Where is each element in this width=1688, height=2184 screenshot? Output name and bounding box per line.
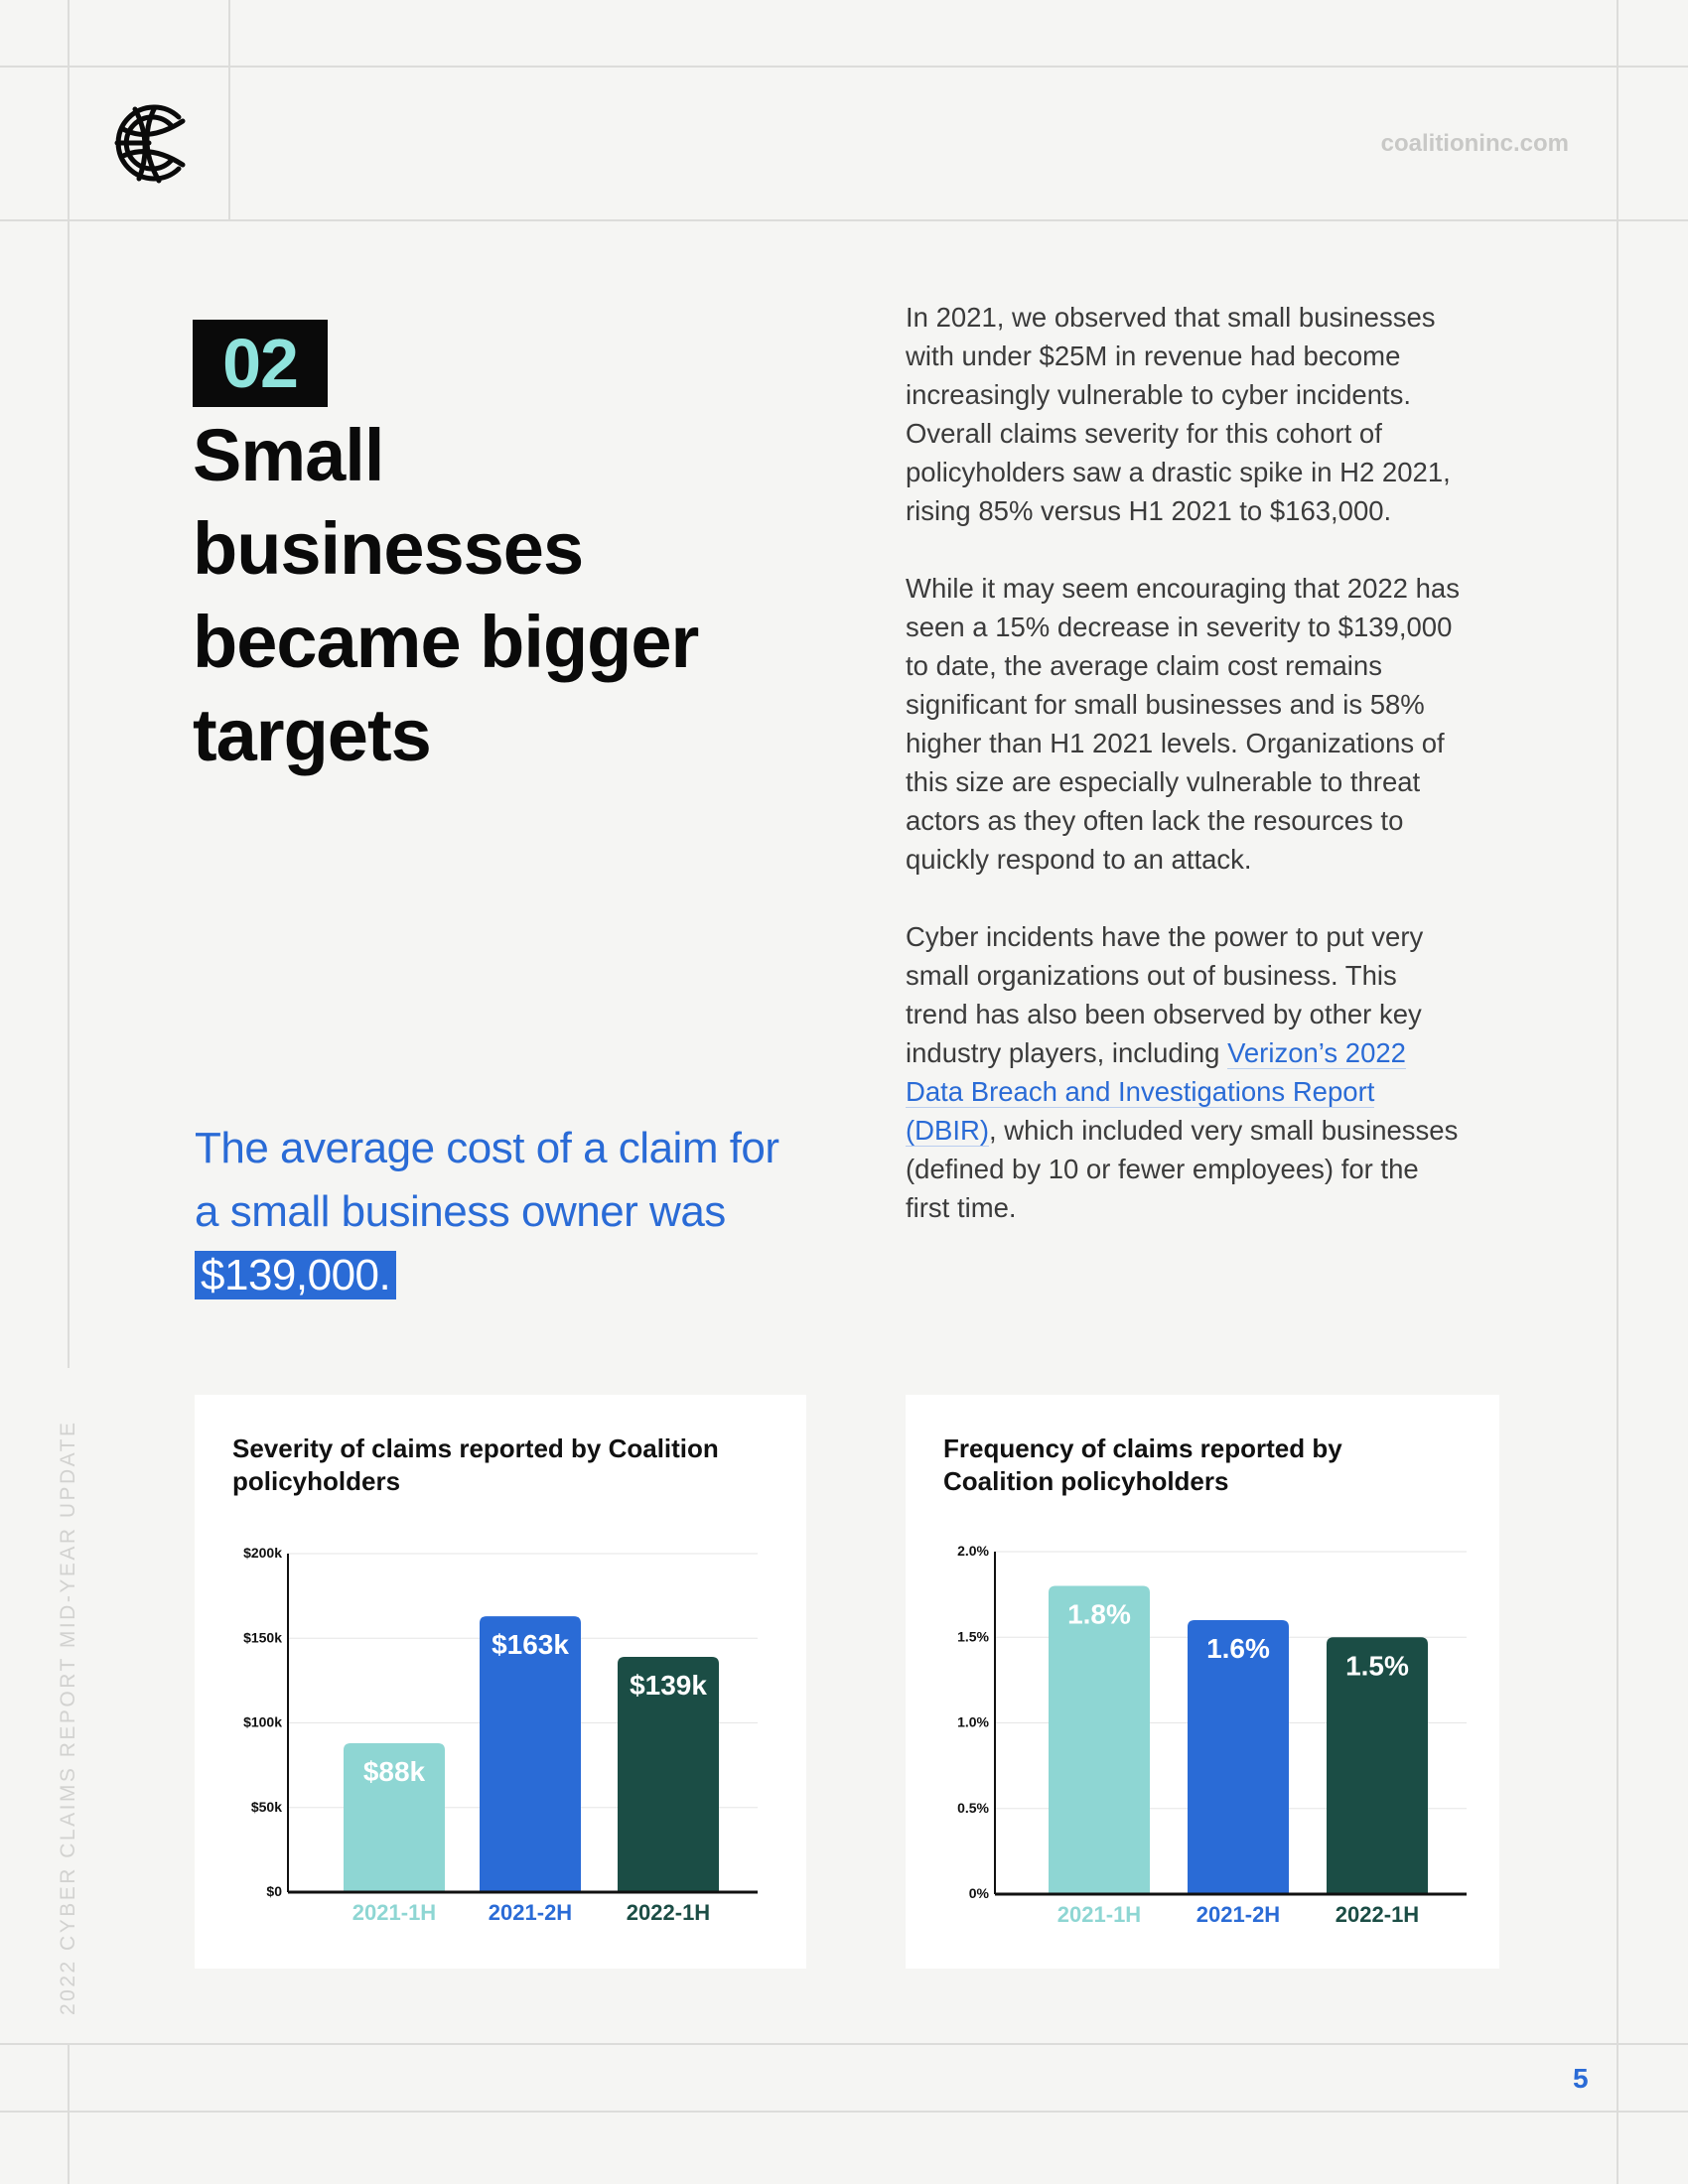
x-tick-label: 2021-1H [352,1900,437,1925]
x-tick-label: 2021-2H [1196,1902,1281,1927]
x-tick-label: 2022-1H [626,1900,711,1925]
bar-value-label: 1.5% [1345,1650,1409,1682]
body-paragraph-2: While it may seem encouraging that 2022 has seen a 15% decrease in severity to $139,000 to date, the average claim cost remains significant for small businesses and is 58% higher than H1 2021 levels. Organizations of this size are especially vulnerable to threat actors as they often lack the resources to quickly respond to an attack. [906,573,1460,875]
bar-value-label: $88k [362,1755,426,1787]
callout-text: The average cost of a claim for a small business owner was [195,1124,779,1236]
body-paragraph-1: In 2021, we observed that small businesses with under $25M in revenue had become increasingly vulnerable to cyber incidents. Overall claims severity for this cohort of policyholders saw a drastic spike in H2 2021, rising 85% versus H1 2021 to $163,000. [906,302,1451,526]
y-tick-label: 1.5% [957,1628,989,1645]
bar-value-label: 1.8% [1067,1598,1131,1630]
grid-line [1617,0,1618,2184]
coalition-logo-icon[interactable] [109,99,191,187]
bar-value-label: $163k [492,1629,569,1661]
grid-line [68,0,70,1368]
verizon-dbir-link[interactable]: Verizon’s 2022 Data Breach and Investigations Report (DBIR) [906,1037,1406,1146]
grid-line [0,66,1688,68]
bar-2021-1H [1049,1586,1150,1895]
callout-quote [195,1117,810,1307]
body-paragraph-3-end: , which included very small businesses (defined by 10 or fewer employees) for the first time. [906,1115,1459,1223]
site-link[interactable]: coalitioninc.com [1380,130,1569,157]
bar-value-label: 1.6% [1206,1633,1270,1664]
page-number: 5 [1573,2063,1589,2094]
grid-line [0,2043,1688,2045]
severity-chart-card [195,1395,806,1969]
y-tick-label: 2.0% [957,1543,989,1559]
y-tick-label: $100k [243,1713,282,1730]
bar-value-label: $139k [630,1670,707,1702]
grid-line [228,0,230,220]
y-tick-label: $150k [243,1629,282,1646]
frequency-chart-card [906,1395,1499,1969]
y-tick-label: $0 [266,1883,282,1899]
frequency-chart-title: Frequency of claims reported by Coalition policyholders [943,1433,1342,1496]
grid-line [0,2111,1688,2113]
grid-line [0,219,1688,221]
grid-line [68,2043,70,2184]
callout-highlight: $139,000. [195,1251,396,1299]
page-title: Small businesses became bigger targets [193,414,699,776]
body-text [906,298,1462,1266]
y-tick-label: 0% [968,1885,989,1901]
x-tick-label: 2021-2H [488,1900,573,1925]
side-label: 2022 CYBER CLAIMS REPORT MID-YEAR UPDATE [57,1420,79,2015]
x-tick-label: 2022-1H [1335,1902,1420,1927]
body-paragraph-3-intro: Cyber incidents have the power to put very small organizations out of business. This trend has also been observed by other key industry players, including [906,921,1424,1068]
body-paragraph-3 [906,917,1462,1227]
y-tick-label: 0.5% [957,1799,989,1816]
severity-chart-title: Severity of claims reported by Coalition policyholders [232,1433,719,1496]
y-tick-label: $50k [250,1798,282,1815]
x-tick-label: 2021-1H [1056,1902,1142,1927]
y-tick-label: $200k [243,1545,282,1561]
section-number-badge: 02 [193,320,328,407]
y-tick-label: 1.0% [957,1713,989,1730]
